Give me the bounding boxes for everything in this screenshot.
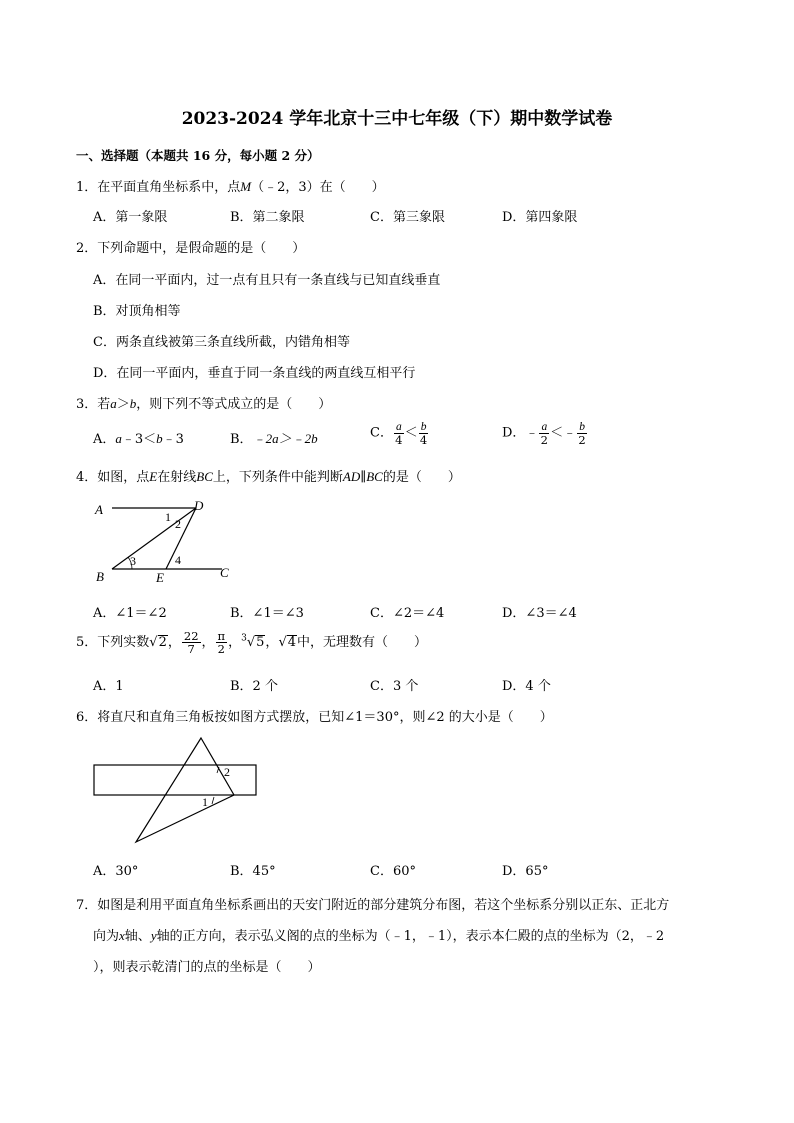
q3-var-a: a <box>110 396 117 411</box>
question-3-stem <box>76 393 331 412</box>
q3-c-num-a: a <box>395 421 402 433</box>
line-db <box>112 508 196 569</box>
q3-c-den-b: 4 <box>419 433 428 448</box>
q3-d-lt: ＜﹣ <box>550 425 577 441</box>
q3-d-neg: ﹣ <box>525 425 539 441</box>
q3-a-var-b: b <box>156 431 163 446</box>
q7-l2-a: 向为 <box>93 929 120 944</box>
page-title: 2023-2024 学年北京十三中七年级（下）期中数学试卷 <box>181 109 613 129</box>
q7-l2-c: 轴的正方向，表示弘义阁的点的坐标为（﹣1，﹣1），表示本仁殿的点的坐标为（2，﹣2 <box>156 929 665 944</box>
q7-l2-b: 轴、 <box>124 929 151 944</box>
q5-stem-tail: 中，无理数有（ ） <box>297 635 428 651</box>
q6-option-b[interactable]: B．45° <box>230 864 276 879</box>
q2-option-a[interactable]: A．在同一平面内，过一点有且只有一条直线与已知直线垂直 <box>93 273 441 288</box>
label-e: E <box>156 570 164 585</box>
q3-option-d[interactable] <box>502 420 588 446</box>
q4-parallel: AD∥BC <box>342 469 383 484</box>
angle-1-label: 1 <box>202 795 208 809</box>
q3-a-end: ﹣3 <box>162 432 184 447</box>
q4-stem-3: 上，下列条件中能判断 <box>212 470 343 485</box>
q3-c-frac-b <box>419 420 429 446</box>
q3-option-c[interactable] <box>370 420 429 446</box>
q3-b-label: B． <box>230 432 253 447</box>
q7-y: y <box>150 928 157 943</box>
question-5-stem: 5．下列实数√2， $\frac{22}{7}$ ， $\frac{\pi}{2}$ ，$^3$√5，√4中，无理数有（ ） <box>76 629 428 657</box>
label-c: C <box>220 565 229 580</box>
q3-d-den-a: 2 <box>540 433 548 448</box>
q5-option-b[interactable]: B．2 个 <box>230 679 278 694</box>
q3-stem-tail: ，则下列不等式成立的是（ ） <box>136 397 332 412</box>
q3-d-frac-a <box>539 420 549 446</box>
q4-option-d[interactable]: D．∠3＝∠4 <box>502 606 577 621</box>
q3-a-mid: ﹣3＜ <box>121 432 157 447</box>
q2-option-d[interactable]: D．在同一平面内，垂直于同一条直线的两直线互相平行 <box>93 366 416 381</box>
q3-c-lt: ＜ <box>404 425 418 441</box>
angle-2-label: 2 <box>224 765 230 779</box>
q4-option-a[interactable]: A．∠1＝∠2 <box>93 606 167 621</box>
q1-stem-tail: （﹣2，3）在（ ） <box>251 180 385 195</box>
q5-comma-2: ， <box>201 635 215 651</box>
question-2-stem: 2．下列命题中，是假命题的是（ ） <box>76 241 306 256</box>
q3-d-frac-b <box>577 420 587 446</box>
q3-d-label: D． <box>502 425 526 441</box>
q4-stem-tail: 的是（ ） <box>382 470 461 485</box>
q3-c-frac-a <box>394 420 404 446</box>
q5-frac-pi <box>216 630 228 655</box>
q5-comma-4: ， <box>265 635 279 651</box>
q5-frac-den: 7 <box>187 642 195 657</box>
q5-frac-num: 22 <box>183 629 199 643</box>
q1-option-c[interactable]: C．第三象限 <box>370 210 445 225</box>
q5-option-c[interactable]: C．3 个 <box>370 679 419 694</box>
q5-sqrt4: 4 <box>287 635 297 651</box>
section-heading: 一、选择题（本题共 16 分，每小题 2 分） <box>76 148 320 163</box>
q5-cbrt5: 5 <box>256 635 265 651</box>
q4-point-e: E <box>149 469 158 484</box>
q4-stem-text: 4．如图，点 <box>76 470 150 485</box>
q1-stem-text: 1．在平面直角坐标系中，点 <box>76 180 241 195</box>
q5-comma-3: ， <box>228 635 242 651</box>
set-square <box>136 738 234 842</box>
question-7-line-2 <box>93 925 664 944</box>
q5-sqrt2: 2 <box>158 635 167 651</box>
q3-option-a[interactable] <box>93 428 184 447</box>
q5-frac-22-7 <box>182 630 201 655</box>
q3-d-num-b: b <box>579 421 585 433</box>
q4-stem-2: 在射线 <box>157 470 197 485</box>
question-1-stem <box>76 176 385 195</box>
q3-d-num-a: a <box>541 421 548 433</box>
q4-figure <box>90 496 250 586</box>
q4-option-b[interactable]: B．∠1＝∠3 <box>230 606 304 621</box>
q3-option-b[interactable] <box>230 428 318 447</box>
q3-d-den-b: 2 <box>578 433 586 448</box>
question-7-line-3: ），则表示乾清门的点的坐标是（ ） <box>93 960 321 975</box>
q1-option-b[interactable]: B．第二象限 <box>230 210 305 225</box>
q1-option-d[interactable]: D．第四象限 <box>502 210 578 225</box>
label-b: B <box>96 569 104 584</box>
q1-option-a[interactable]: A．第一象限 <box>93 210 168 225</box>
q1-var: M <box>240 179 252 194</box>
q2-option-b[interactable]: B．对顶角相等 <box>93 304 181 319</box>
q3-c-num-b: b <box>420 421 427 433</box>
q7-x: x <box>119 928 125 943</box>
q6-figure <box>90 734 265 846</box>
angle-3-label: 3 <box>130 554 136 568</box>
q5-pi-den: 2 <box>217 642 225 657</box>
q6-option-c[interactable]: C．60° <box>370 864 416 879</box>
q4-ray-bc: BC <box>196 469 213 484</box>
question-6-stem: 6．将直尺和直角三角板按如图方式摆放，已知∠1＝30°，则∠2 的大小是（ ） <box>76 710 553 725</box>
q5-comma: ， <box>167 635 181 651</box>
q5-option-a[interactable]: A．1 <box>93 679 124 694</box>
angle-2-label: 2 <box>175 517 181 531</box>
angle-1-label: 1 <box>165 510 171 524</box>
q2-option-c[interactable]: C．两条直线被第三条直线所截，内错角相等 <box>93 335 350 350</box>
q5-option-d[interactable]: D．4 个 <box>502 679 551 694</box>
question-4-stem <box>76 466 461 485</box>
q5-cbrt-index: 3 <box>241 633 247 644</box>
q4-option-c[interactable]: C．∠2＝∠4 <box>370 606 445 621</box>
q3-a-label: A． <box>93 432 116 447</box>
label-a: A <box>95 502 103 517</box>
q3-var-b: b <box>129 396 137 411</box>
q5-stem-text: 5．下列实数 <box>76 635 150 651</box>
angle-1-mark <box>212 797 214 804</box>
q3-gt: ＞ <box>116 397 130 412</box>
q3-c-label: C． <box>370 425 393 441</box>
question-7-line-1: 7．如图是利用平面直角坐标系画出的天安门附近的部分建筑分布图，若这个坐标系分别以正东、正北方 <box>76 898 670 913</box>
q3-b-expr: ﹣2a＞﹣2b <box>252 431 318 446</box>
q3-a-var: a <box>115 431 122 446</box>
q6-option-a[interactable]: A．30° <box>93 864 139 879</box>
angle-4-label: 4 <box>175 553 181 567</box>
q5-pi: π <box>217 629 226 643</box>
q6-option-d[interactable]: D．65° <box>502 864 549 879</box>
label-d: D <box>194 498 204 513</box>
q3-stem-text: 3．若 <box>76 397 111 412</box>
q3-c-den-a: 4 <box>395 433 403 448</box>
